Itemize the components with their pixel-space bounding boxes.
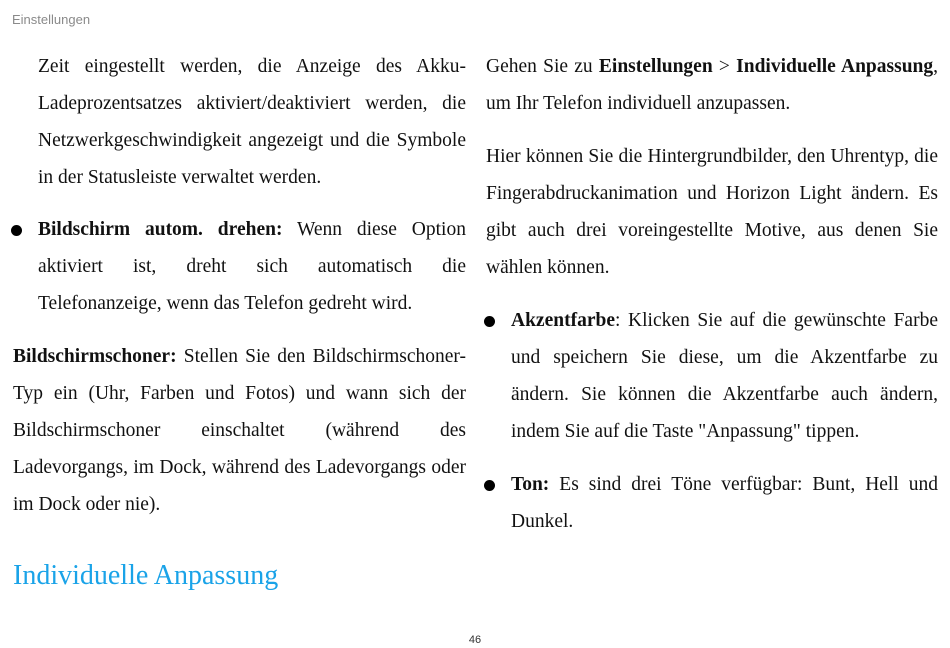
intro-settings-term: Einstellungen: [598, 56, 713, 77]
left-bullet-list: [13, 211, 466, 322]
section-heading: Individuelle Anpassung: [13, 560, 279, 591]
bullet-dot-icon: [484, 316, 495, 327]
intro-custom-term: Individuelle Anpassung: [736, 56, 934, 77]
tone-term: Ton:: [511, 474, 550, 495]
section-header: Einstellungen: [12, 12, 91, 27]
intro-pre: Gehen Sie zu: [486, 56, 599, 77]
accent-text: : Klicken Sie auf die gewünschte Farbe und speichern Sie diese, um die Akzentfarbe zu ändern. Sie können die Akzentfarbe auch ändern, indem Sie auf die Taste "Anpassung" tippen.: [511, 310, 938, 442]
rotate-text: Wenn diese Option aktiviert ist, dreht sich automatisch die Telefonanzeige, wenn das Telefon gedreht wird.: [38, 219, 466, 314]
page-number: 46: [468, 634, 482, 646]
tone-bullet: [486, 466, 938, 540]
bullet-dot-icon: [11, 225, 22, 236]
screensaver-paragraph: [13, 338, 466, 523]
intro-paragraph: [486, 48, 938, 122]
right-column: [486, 48, 938, 540]
wallpaper-paragraph: Hier können Sie die Hintergrundbilder, den Uhrentyp, die Fingerabdruckanimation und Horizon Light ändern. Es gibt auch drei voreingestellte Motive, aus denen Sie wählen können.: [486, 146, 938, 278]
rotate-term: Bildschirm autom. drehen:: [38, 219, 283, 240]
continuation-paragraph: Zeit eingestellt werden, die Anzeige des Akku-Ladeprozentsatzes aktiviert/deaktiviert werden, die Netzwerkgeschwindigkeit angezeigt und die Symbole in der Statusleiste verwaltet werden.: [38, 56, 466, 188]
right-bullet-list: [486, 302, 938, 540]
bullet-dot-icon: [484, 480, 495, 491]
screensaver-text: Stellen Sie den Bildschirmschoner-Typ ein (Uhr, Farben und Fotos) und wann sich der Bildschirmschoner einschaltet (während des Ladevorgangs, im Dock, während des Ladevorgangs oder im Dock oder nie).: [13, 346, 466, 515]
intro-separator: >: [712, 56, 737, 77]
accent-bullet: [486, 302, 938, 450]
tone-text: Es sind drei Töne verfügbar: Bunt, Hell und Dunkel.: [511, 474, 938, 532]
intro-post: , um Ihr Telefon individuell anzupassen.: [486, 56, 939, 114]
screensaver-term: Bildschirmschoner:: [13, 346, 177, 367]
left-column: [13, 48, 466, 596]
accent-term: Akzentfarbe: [511, 310, 615, 331]
rotate-bullet: [13, 211, 466, 322]
